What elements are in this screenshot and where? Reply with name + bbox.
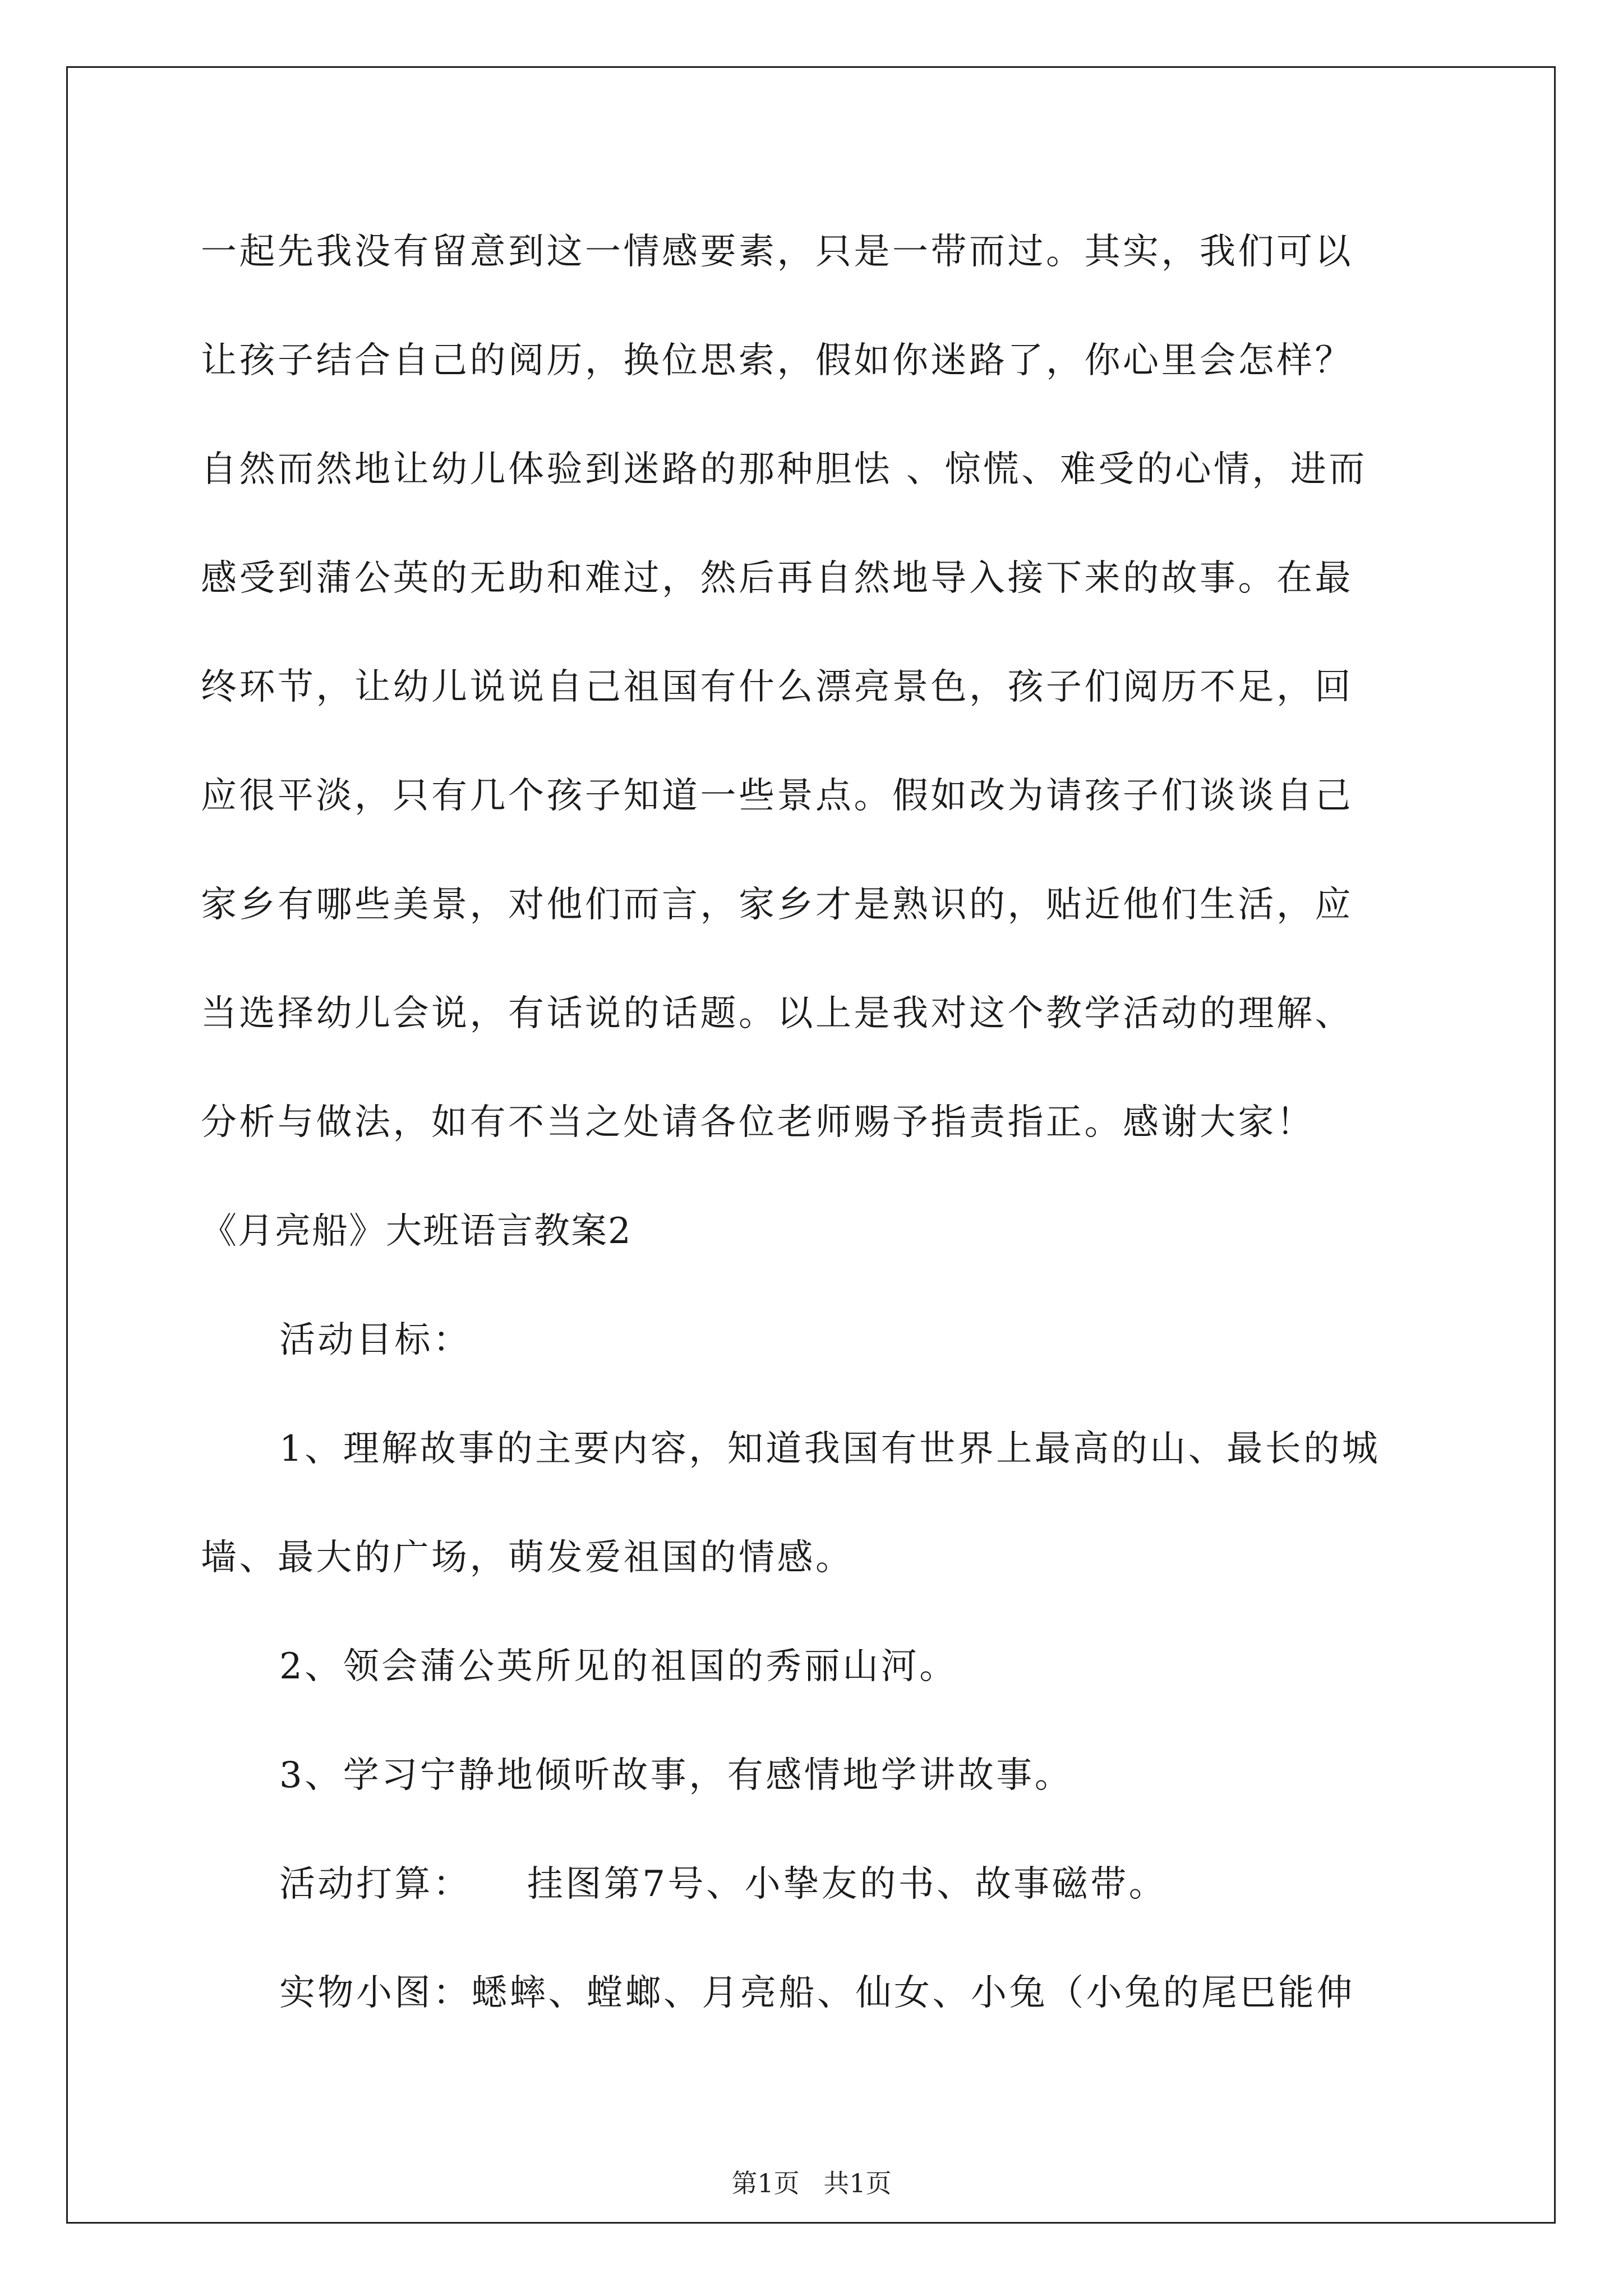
- preparation-line: 活动打算： 挂图第7号、小挚友的书、故事磁带。: [279, 1864, 1168, 1905]
- body-line: 终环节，让幼儿说说自己祖国有什么漂亮景色，孩子们阅历不足，回: [201, 666, 1353, 708]
- body-line: 感受到蒲公英的无助和难过，然后再自然地导入接下来的故事。在最: [201, 558, 1353, 599]
- body-line: 当选择幼儿会说，有话说的话题。以上是我对这个教学活动的理解、: [201, 993, 1353, 1034]
- body-line: 自然而然地让幼儿体验到迷路的那种胆怯 、惊慌、难受的心情，进而: [201, 449, 1367, 490]
- materials-line: 实物小图：蟋蟀、螳螂、月亮船、仙女、小兔（小兔的尾巴能伸: [279, 1972, 1355, 2014]
- page-total: 共1页: [823, 2168, 892, 2198]
- goal-item-1: 1、理解故事的主要内容，知道我国有世界上最高的山、最长的城: [279, 1428, 1381, 1470]
- goal-item-1-continued: 墙、最大的广场，萌发爱祖国的情感。: [201, 1537, 854, 1579]
- page-footer: [0, 2166, 1623, 2200]
- document-body: [201, 197, 1435, 2047]
- body-line: 应很平淡，只有几个孩子知道一些景点。假如改为请孩子们谈谈自己: [201, 775, 1353, 817]
- goal-item-3: 3、学习宁静地倾听故事，有感情地学讲故事。: [279, 1755, 1073, 1796]
- goal-item-2: 2、领会蒲公英所见的祖国的秀丽山河。: [279, 1646, 958, 1687]
- body-line: 家乡有哪些美景，对他们而言，家乡才是熟识的，贴近他们生活，应: [201, 884, 1353, 926]
- goals-heading: 活动目标：: [279, 1319, 472, 1361]
- body-line: 分析与做法，如有不当之处请各位老师赐予指责指正。感谢大家！: [201, 1102, 1315, 1143]
- body-line: 让孩子结合自己的阅历，换位思索，假如你迷路了，你心里会怎样？: [201, 340, 1353, 381]
- body-line: 一起先我没有留意到这一情感要素，只是一带而过。其实，我们可以: [201, 231, 1353, 273]
- section-title: 《月亮船》大班语言教案2: [201, 1211, 632, 1252]
- page-current: 第1页: [731, 2168, 800, 2198]
